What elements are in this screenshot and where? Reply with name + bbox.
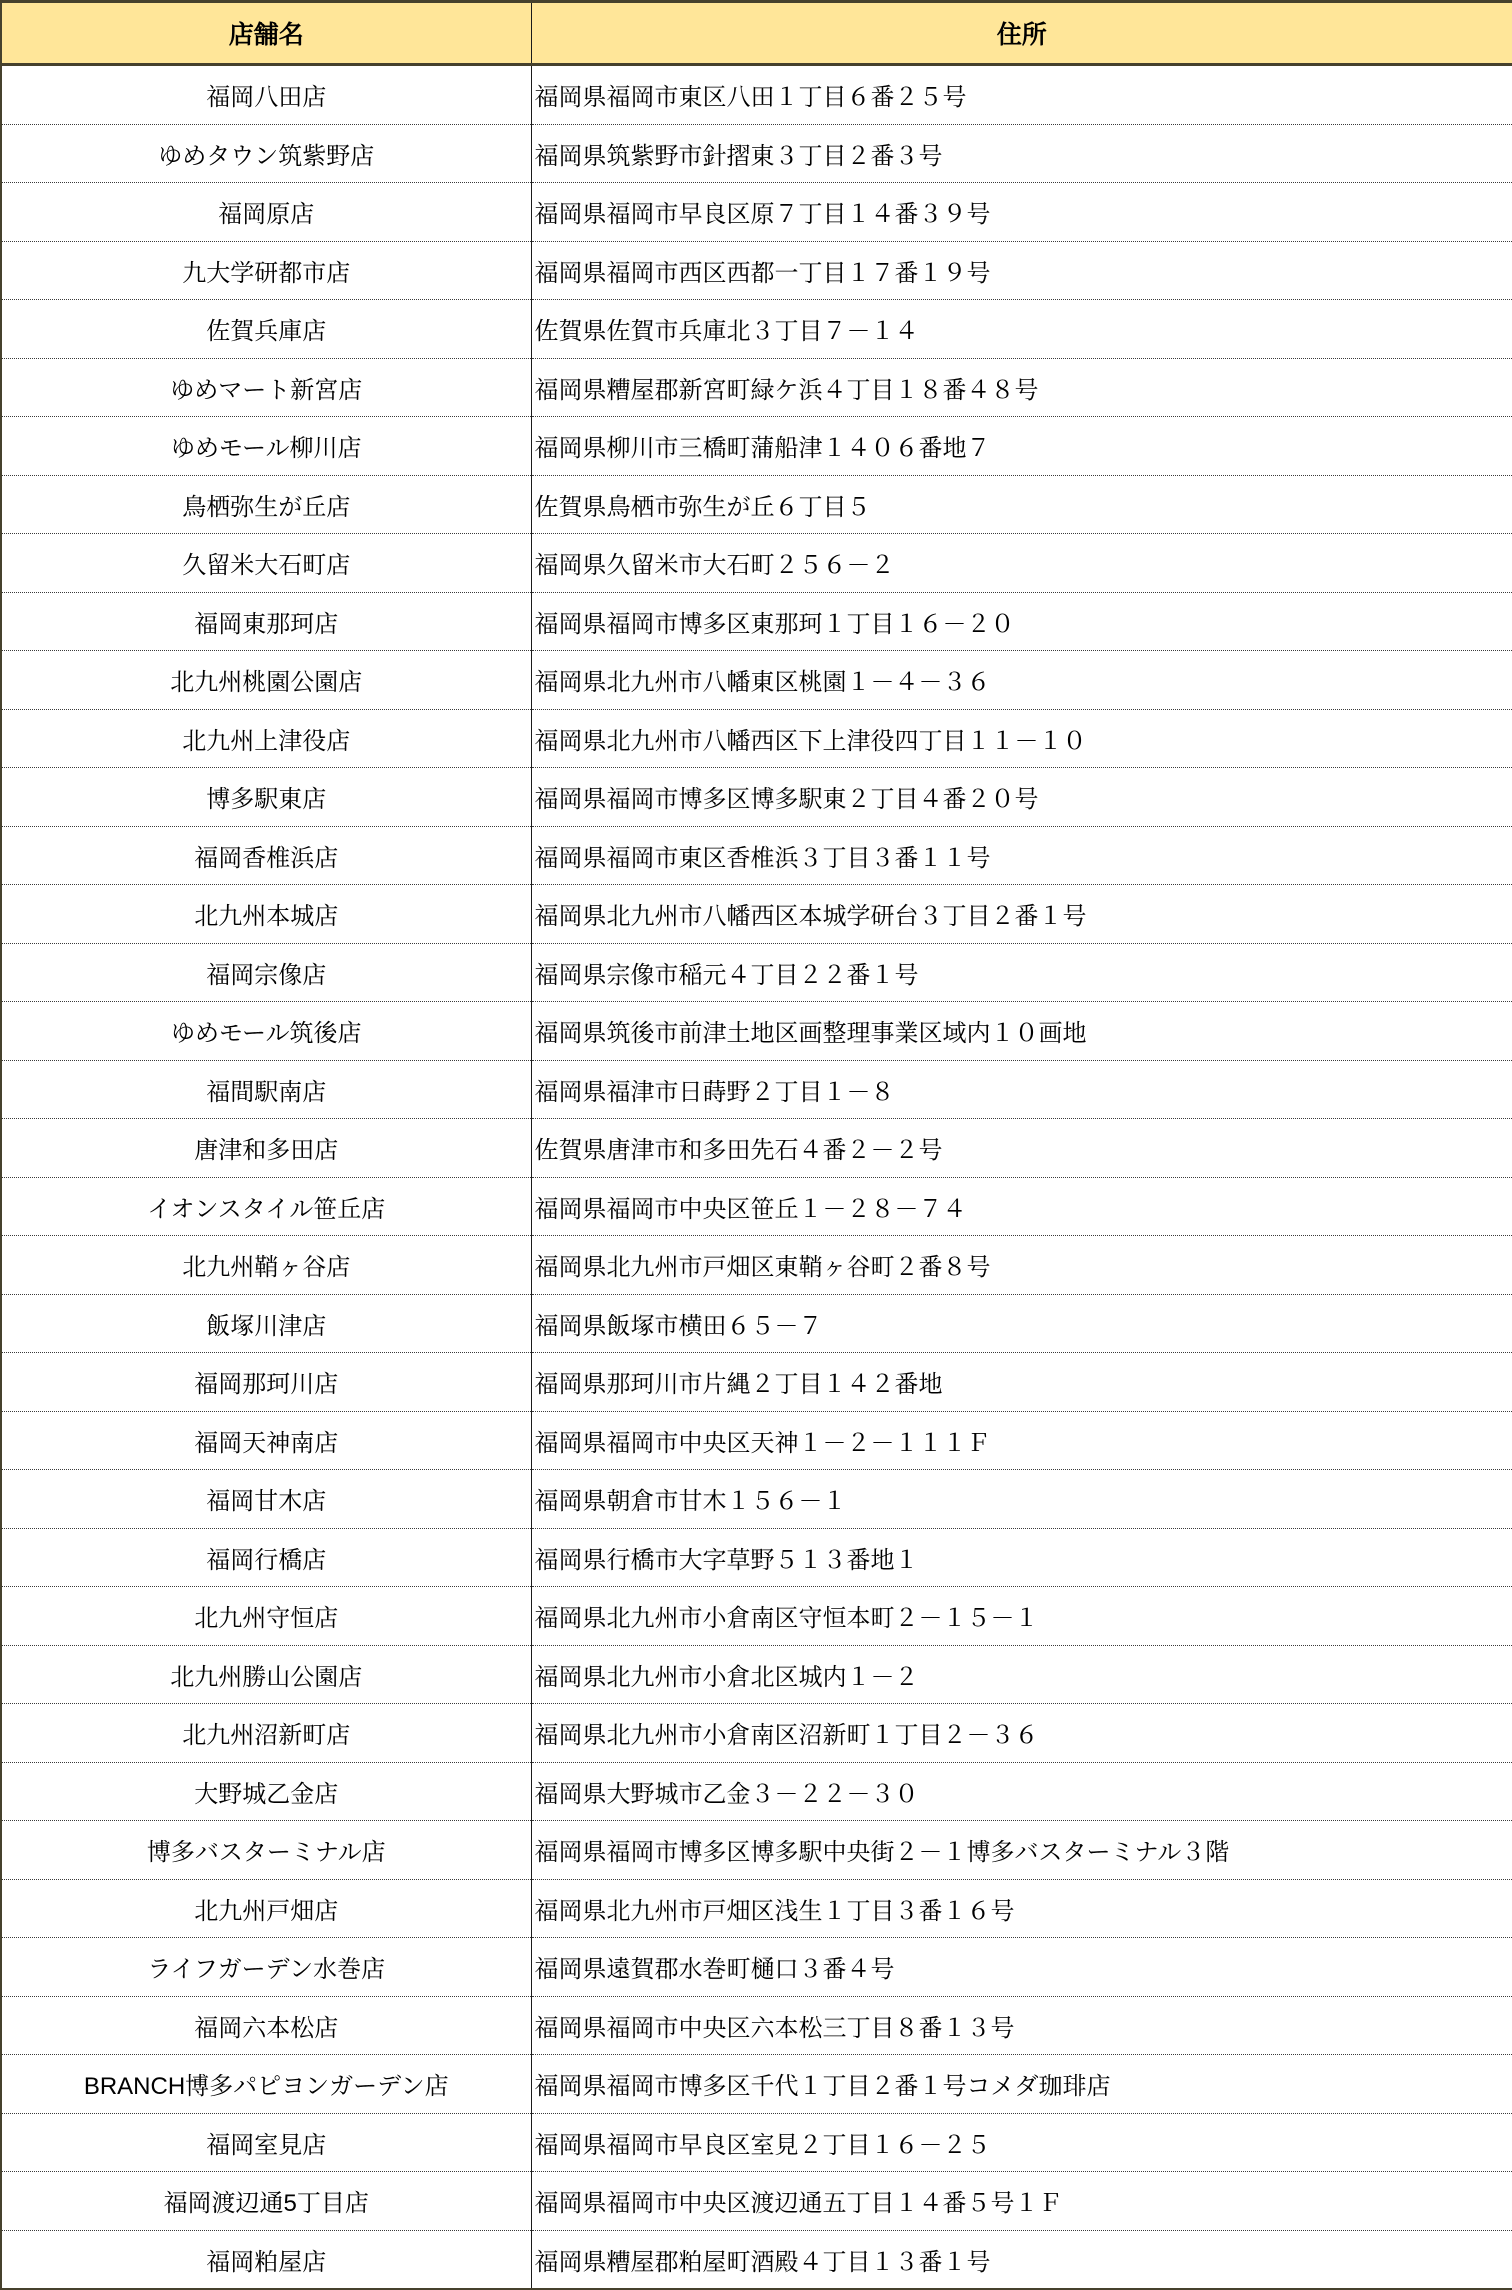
store-name-cell: 北九州鞘ヶ谷店	[1, 1236, 531, 1295]
table-row	[1, 1119, 1512, 1178]
address-cell: 福岡県糟屋郡粕屋町酒殿４丁目１３番１号	[534, 2248, 991, 2276]
address-cell: 福岡県大野城市乙金３－２２－３０	[531, 1762, 1512, 1821]
address-cell: 福岡県糟屋郡新宮町緑ケ浜４丁目１８番４８号	[531, 358, 1512, 417]
address-cell: 福岡県北九州市八幡西区下上津役四丁目１１－１０	[531, 709, 1512, 768]
store-name-cell: 鳥栖弥生が丘店	[1, 475, 531, 534]
address-cell: 福岡県福岡市中央区天神１－２－１１１Ｆ	[531, 1411, 1512, 1470]
column-header-store-name: 店舗名	[1, 2, 531, 65]
address-cell: 福岡県福岡市中央区笹丘１－２８－７４	[531, 1177, 1512, 1236]
store-name-cell: 福岡室見店	[1, 2113, 531, 2172]
store-name-cell: ライフガーデン水巻店	[1, 1938, 531, 1997]
store-name-cell: 福岡粕屋店	[1, 2230, 531, 2289]
store-name-cell: 北九州上津役店	[1, 709, 531, 768]
address-cell: 福岡県北九州市八幡東区桃園１－４－３６	[531, 651, 1512, 710]
store-name-cell: 福岡那珂川店	[1, 1353, 531, 1412]
table-row	[1, 826, 1512, 885]
table-row	[1, 241, 1512, 300]
table-row	[1, 1938, 1512, 1997]
table-row	[1, 885, 1512, 944]
table-row	[1, 1821, 1512, 1880]
store-name-cell: 九大学研都市店	[1, 241, 531, 300]
address-cell: 福岡県遠賀郡水巻町樋口３番４号	[531, 1938, 1512, 1997]
address-cell: 福岡県福岡市中央区渡辺通五丁目１４番５号１Ｆ	[531, 2172, 1512, 2231]
address-cell: 福岡県朝倉市甘木１５６－１	[531, 1470, 1512, 1529]
store-name-cell: ゆめモール柳川店	[1, 417, 531, 476]
table-row	[1, 417, 1512, 476]
table-row	[1, 1353, 1512, 1412]
table-row	[1, 943, 1512, 1002]
table-row	[1, 651, 1512, 710]
column-header-address: 住所	[531, 2, 1512, 65]
store-name-cell: 唐津和多田店	[1, 1119, 531, 1178]
table-row	[1, 534, 1512, 593]
store-name-cell: 北九州桃園公園店	[1, 651, 531, 710]
address-cell: 福岡県那珂川市片縄２丁目１４２番地	[531, 1353, 1512, 1412]
table-row	[1, 592, 1512, 651]
address-cell: 福岡県北九州市戸畑区浅生１丁目３番１６号	[531, 1879, 1512, 1938]
address-cell: 福岡県福津市日蒔野２丁目１－８	[531, 1060, 1512, 1119]
address-cell: 福岡県宗像市稲元４丁目２２番１号	[531, 943, 1512, 1002]
address-cell: 福岡県福岡市早良区原７丁目１４番３９号	[531, 183, 1512, 242]
store-name-cell: 福岡渡辺通5丁目店	[1, 2172, 531, 2231]
store-name-cell: 福岡原店	[1, 183, 531, 242]
address-cell: 福岡県行橋市大字草野５１３番地１	[531, 1528, 1512, 1587]
address-cell: 福岡県北九州市小倉南区沼新町１丁目２－３６	[531, 1704, 1512, 1763]
store-name-cell: ゆめタウン筑紫野店	[1, 124, 531, 183]
store-name-cell: 福岡香椎浜店	[1, 826, 531, 885]
table-row	[1, 183, 1512, 242]
table-row	[1, 1411, 1512, 1470]
store-name-cell: 久留米大石町店	[1, 534, 531, 593]
table-row	[1, 1645, 1512, 1704]
address-cell: 福岡県福岡市博多区博多駅中央街２－１博多バスターミナル３階	[531, 1821, 1512, 1880]
table-row	[1, 1587, 1512, 1646]
table-row	[1, 1762, 1512, 1821]
address-cell: 福岡県筑紫野市針摺東３丁目２番３号	[531, 124, 1512, 183]
store-name-cell: 福岡八田店	[1, 65, 531, 125]
address-cell: 福岡県北九州市小倉南区守恒本町２－１５－１	[531, 1587, 1512, 1646]
address-cell: 佐賀県唐津市和多田先石４番２－２号	[531, 1119, 1512, 1178]
store-name-cell: 博多バスターミナル店	[1, 1821, 531, 1880]
address-cell: 福岡県福岡市早良区室見２丁目１６－２５	[531, 2113, 1512, 2172]
store-name-cell: 大野城乙金店	[1, 1762, 531, 1821]
store-name-cell: 北九州戸畑店	[1, 1879, 531, 1938]
table-row	[1, 2172, 1512, 2231]
store-name-cell: 北九州本城店	[1, 885, 531, 944]
store-name-cell: 福岡甘木店	[1, 1470, 531, 1529]
address-cell: 福岡県福岡市東区八田１丁目６番２５号	[531, 65, 1512, 125]
table-row	[1, 1002, 1512, 1061]
address-cell: 福岡県柳川市三橋町蒲船津１４０６番地７	[531, 417, 1512, 476]
store-name-cell: 福岡六本松店	[1, 1996, 531, 2055]
store-name-cell: 北九州勝山公園店	[1, 1645, 531, 1704]
address-cell: 福岡県飯塚市横田６５－７	[531, 1294, 1512, 1353]
table-row	[1, 1060, 1512, 1119]
table-row	[1, 709, 1512, 768]
store-name-cell: ゆめモール筑後店	[1, 1002, 531, 1061]
table-row	[1, 2113, 1512, 2172]
address-cell: 福岡県福岡市博多区東那珂１丁目１６－２０	[531, 592, 1512, 651]
store-table-body	[1, 65, 1512, 2290]
address-cell: 福岡県福岡市中央区六本松三丁目８番１３号	[531, 1996, 1512, 2055]
table-row	[1, 1879, 1512, 1938]
table-row	[1, 358, 1512, 417]
table-row	[1, 1294, 1512, 1353]
store-name-cell: 佐賀兵庫店	[1, 300, 531, 359]
header-row	[1, 2, 1512, 65]
store-name-cell: 北九州守恒店	[1, 1587, 531, 1646]
table-row	[1, 1177, 1512, 1236]
address-cell: 福岡県北九州市戸畑区東鞘ヶ谷町２番８号	[531, 1236, 1512, 1295]
store-name-cell: 飯塚川津店	[1, 1294, 531, 1353]
store-name-cell: 福間駅南店	[1, 1060, 531, 1119]
store-name-cell: ゆめマート新宮店	[1, 358, 531, 417]
store-name-cell: 福岡宗像店	[1, 943, 531, 1002]
table-row	[1, 2055, 1512, 2114]
address-cell: 福岡県福岡市東区香椎浜３丁目３番１１号	[531, 826, 1512, 885]
table-row	[1, 1236, 1512, 1295]
table-row	[1, 1704, 1512, 1763]
table-row	[1, 1996, 1512, 2055]
store-name-cell: 福岡東那珂店	[1, 592, 531, 651]
store-name-cell: イオンスタイル笹丘店	[1, 1177, 531, 1236]
table-row	[1, 768, 1512, 827]
address-cell: 福岡県福岡市博多区千代１丁目２番１号コメダ珈琲店	[531, 2055, 1512, 2114]
address-cell: 福岡県福岡市博多区博多駅東２丁目４番２０号	[531, 768, 1512, 827]
store-name-cell: 北九州沼新町店	[1, 1704, 531, 1763]
table-row	[1, 300, 1512, 359]
store-name-cell: BRANCH博多パピヨンガーデン店	[1, 2055, 531, 2114]
address-cell: 佐賀県鳥栖市弥生が丘６丁目５	[531, 475, 1512, 534]
table-row	[1, 475, 1512, 534]
address-cell: 福岡県久留米市大石町２５６－２	[531, 534, 1512, 593]
address-cell: 佐賀県佐賀市兵庫北３丁目７－１４	[531, 300, 1512, 359]
table-row	[1, 2230, 1512, 2289]
table-row	[1, 1528, 1512, 1587]
table-row	[1, 124, 1512, 183]
address-cell: 福岡県筑後市前津土地区画整理事業区域内１０画地	[531, 1002, 1512, 1061]
address-cell: 福岡県北九州市八幡西区本城学研台３丁目２番１号	[531, 885, 1512, 944]
store-name-cell: 福岡天神南店	[1, 1411, 531, 1470]
table-row	[1, 1470, 1512, 1529]
address-cell: 福岡県福岡市西区西都一丁目１７番１９号	[531, 241, 1512, 300]
store-name-cell: 福岡行橋店	[1, 1528, 531, 1587]
address-cell: 福岡県北九州市小倉北区城内１－２	[531, 1645, 1512, 1704]
table-row	[1, 65, 1512, 125]
store-name-cell: 博多駅東店	[1, 768, 531, 827]
